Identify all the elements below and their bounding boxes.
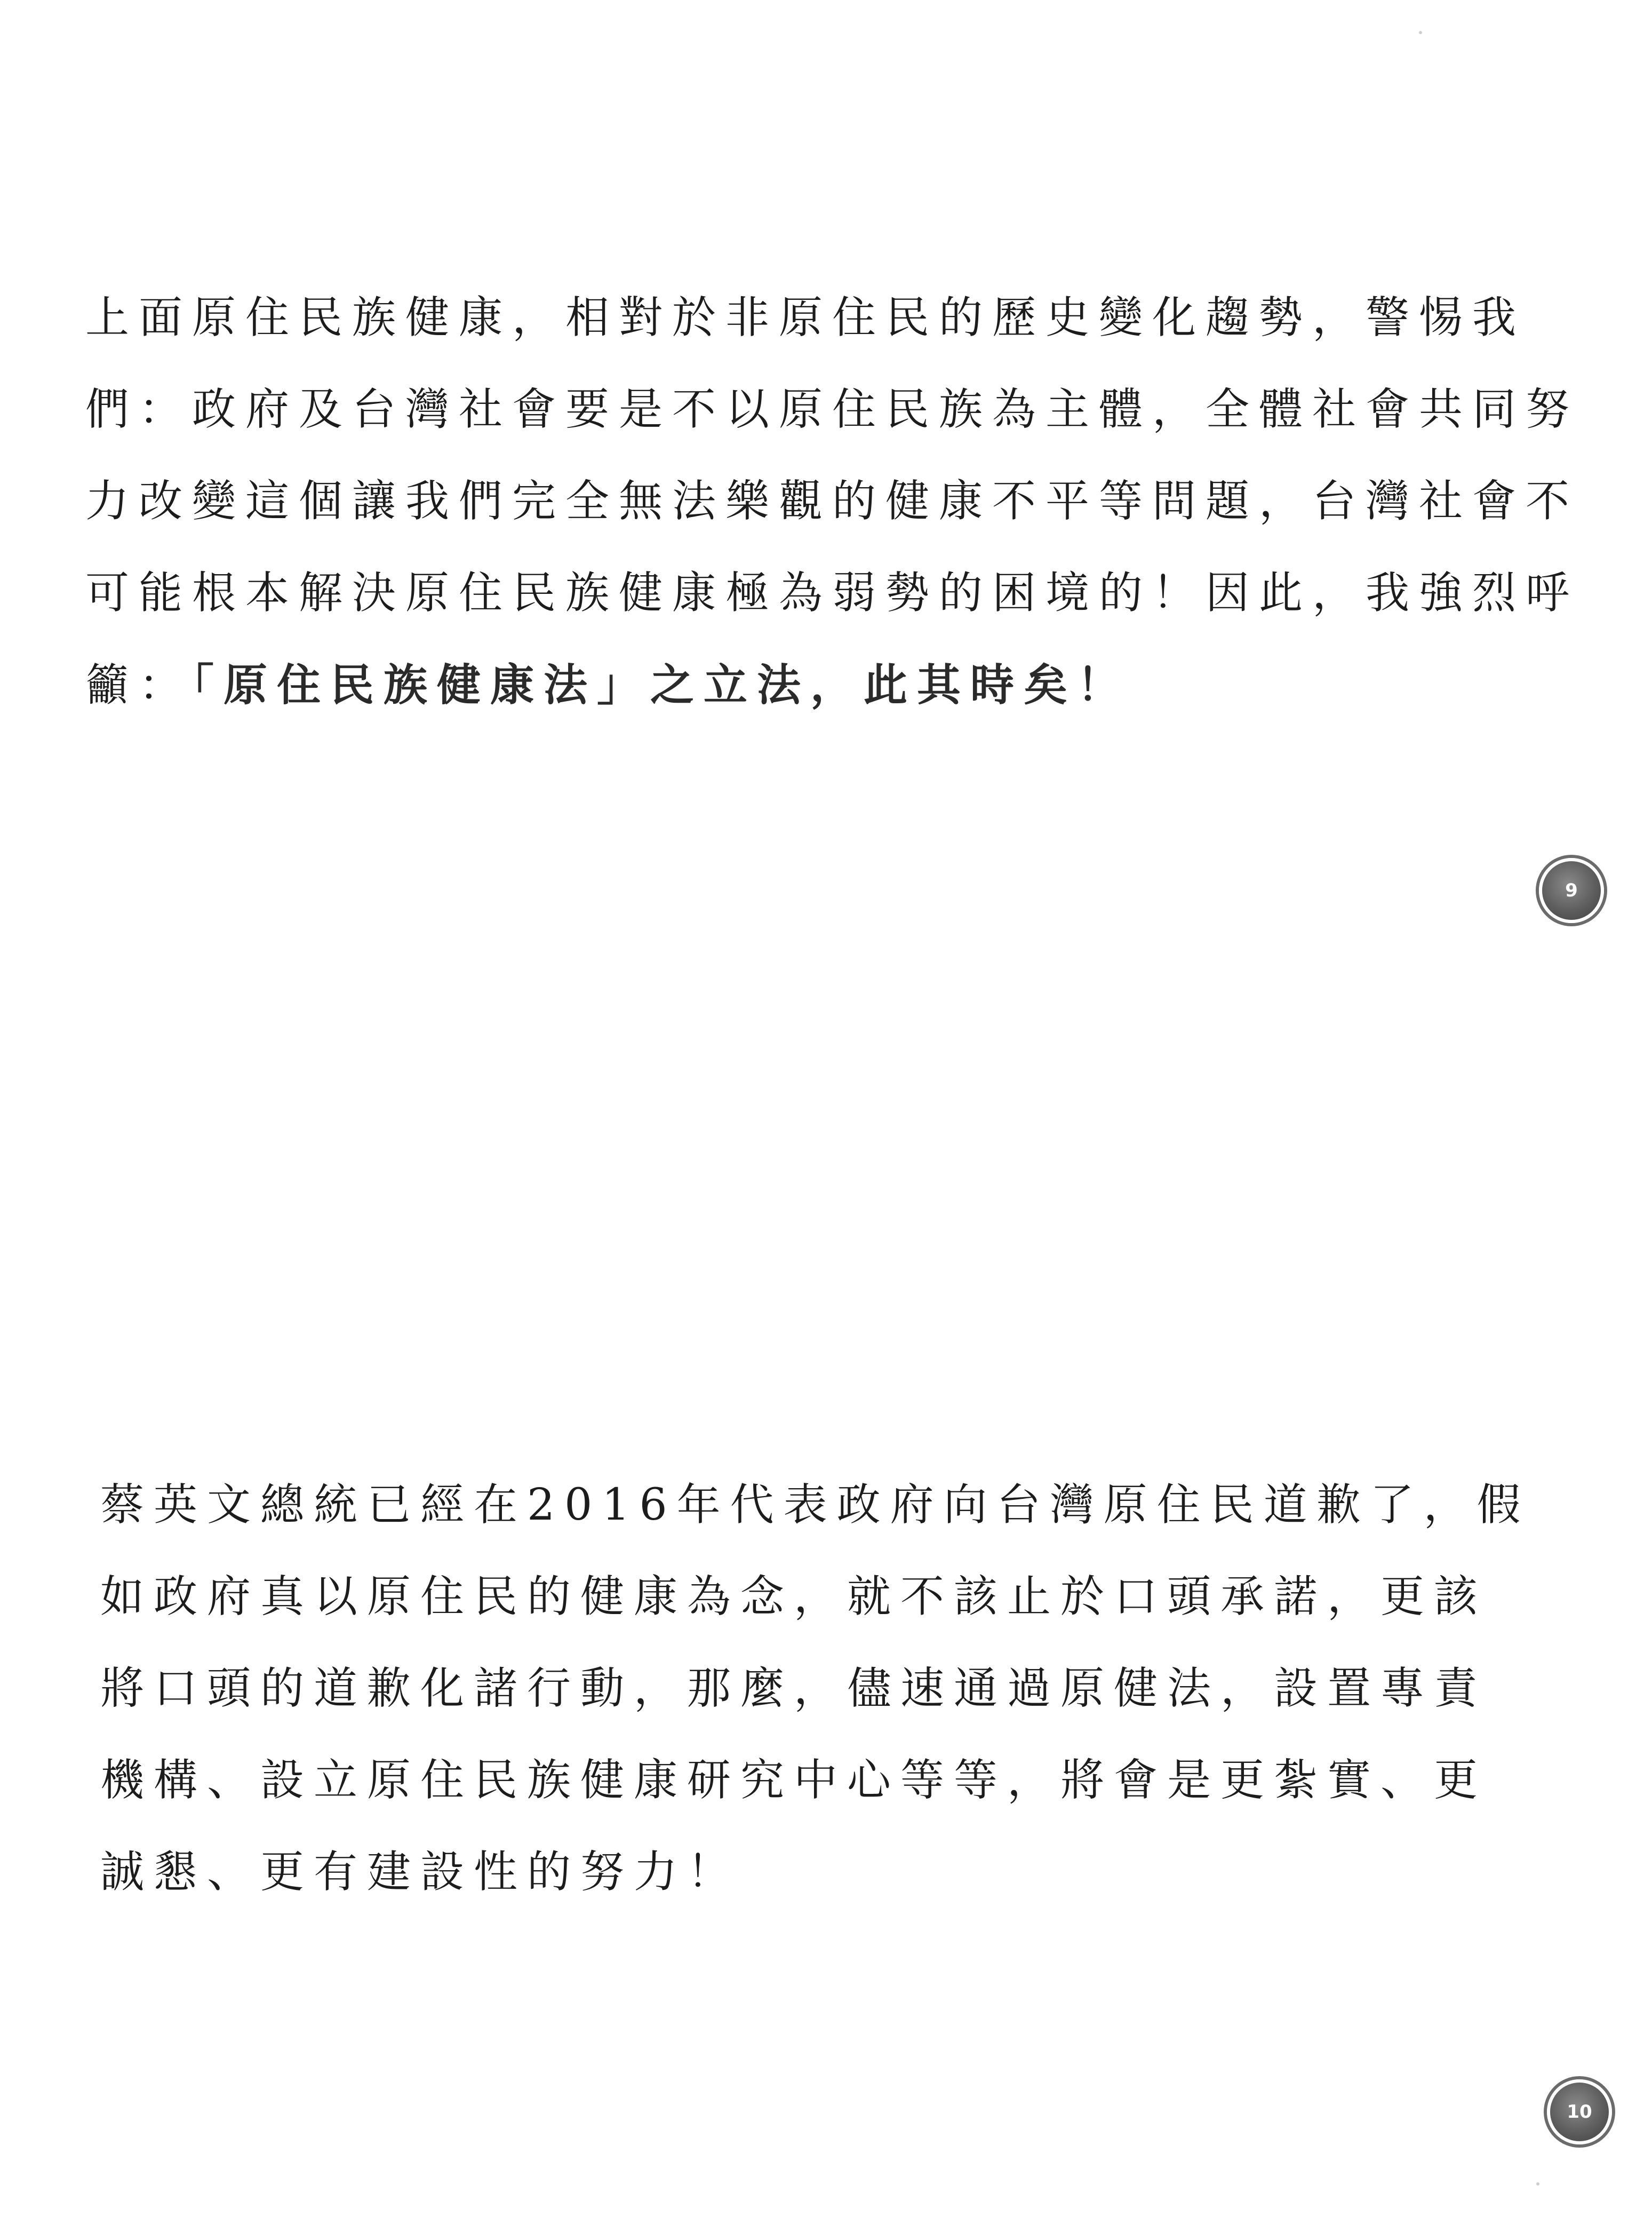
lower-paragraph-line-1: 蔡英文總統已經在2016年代表政府向台灣原住民道歉了，假 — [100, 1480, 1530, 1530]
call-to-action-bold: 「原住民族健康法」之立法，此其時矣！ — [192, 659, 1131, 711]
scan-speck — [1419, 31, 1422, 34]
upper-paragraph-line-5 — [85, 639, 1579, 731]
lower-paragraph-line-2: 如政府真以原住民的健康為念，就不該止於口頭承諾，更該 — [100, 1571, 1488, 1622]
lower-paragraph — [100, 1459, 1530, 1918]
upper-paragraph — [85, 272, 1579, 731]
page-number-badge-9: 9 — [1539, 858, 1604, 923]
upper-paragraph-line-2: 們：政府及台灣社會要是不以原住民族為主體，全體社會共同努 — [85, 384, 1579, 435]
scan-speck — [1536, 2182, 1539, 2186]
lower-paragraph-line-5: 誠懇、更有建設性的努力！ — [100, 1847, 741, 1897]
call-to-action-prefix: 籲： — [85, 660, 193, 711]
page-number-badge-10: 10 — [1547, 2079, 1612, 2144]
lower-paragraph-line-4: 機構、設立原住民族健康研究中心等等，將會是更紮實、更 — [100, 1755, 1488, 1806]
upper-paragraph-line-3: 力改變這個讓我們完全無法樂觀的健康不平等問題，台灣社會不 — [85, 476, 1579, 527]
upper-paragraph-line-1: 上面原住民族健康，相對於非原住民的歷史變化趨勢，警惕我 — [85, 292, 1526, 343]
upper-paragraph-line-4: 可能根本解決原住民族健康極為弱勢的困境的！因此，我強烈呼 — [85, 568, 1579, 618]
lower-paragraph-line-3: 將口頭的道歉化諸行動，那麼，儘速通過原健法，設置專責 — [100, 1663, 1488, 1714]
